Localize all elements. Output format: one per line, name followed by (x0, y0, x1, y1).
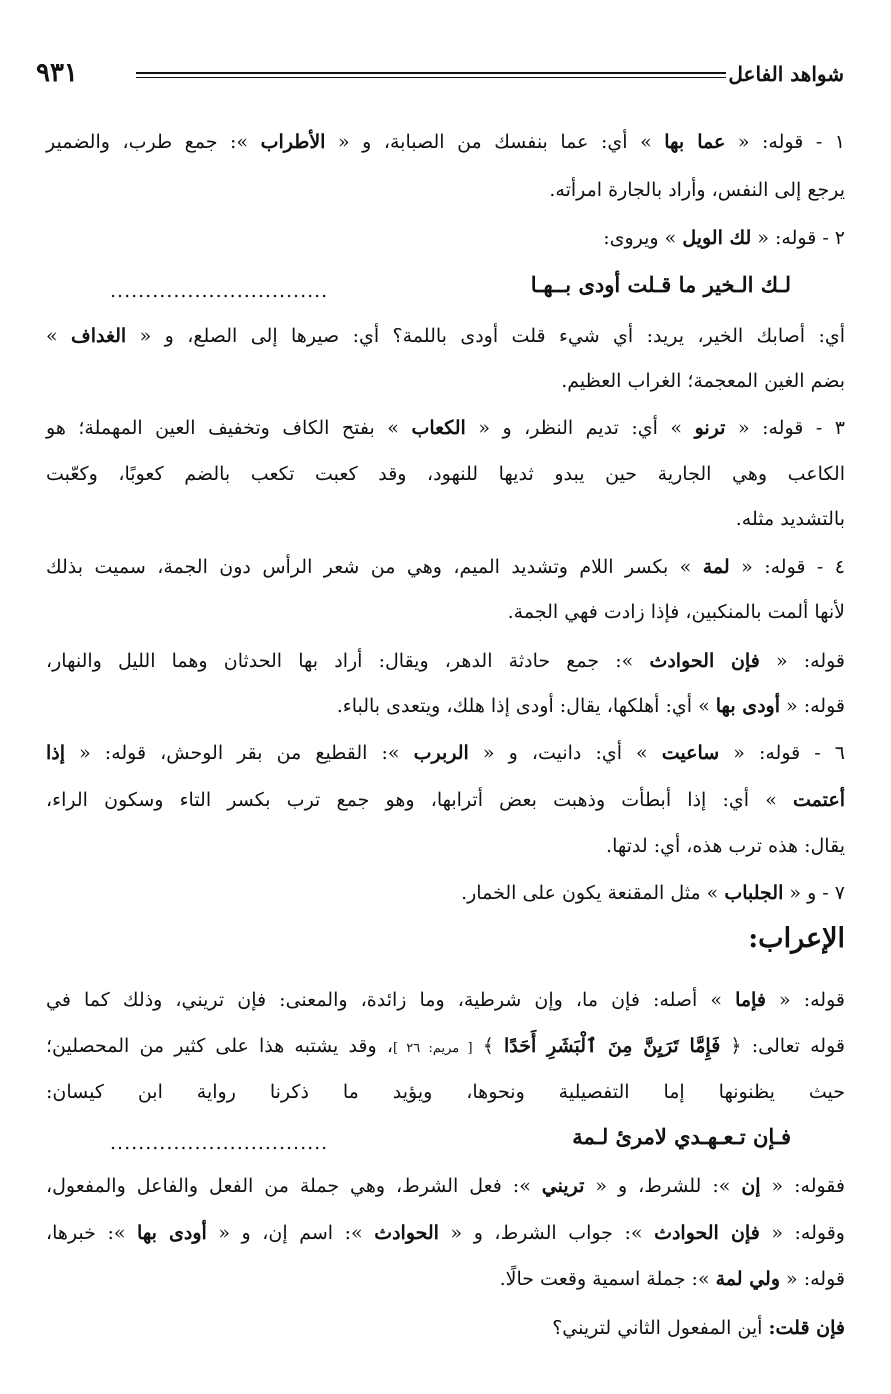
text-line: قوله: « أودى بها » أي: أهلكها، يقال: أودى إذا هلك، ويتعدى بالباء. (336, 695, 845, 717)
text-line: ٢ - قوله: « لك الويل » ويروى: (603, 227, 845, 249)
verse-hemistich: فـإن تـعـهـدي لامرئ لـمة (572, 1124, 791, 1149)
text-line: لأنها ألمت بالمنكبين، فإذا زادت فهي الجمة. (507, 601, 845, 623)
text-line: وقوله: « فإن الحوادث »: جواب الشرط، و « الحوادث »: اسم إن، و « أودى بها »: خبرها، (46, 1222, 845, 1244)
page-header (36, 56, 844, 96)
text-line: فإن قلت: أين المفعول الثاني لتريني؟ (552, 1317, 845, 1339)
text-line: بالتشديد مثله. (735, 508, 845, 530)
text-line: قوله: « فإن الحوادث »: جمع حادثة الدهر، ويقال: أراد بها الحدثان وهما الليل والنهار، (46, 650, 846, 672)
text-line: ٤ - قوله: « لمة » بكسر اللام وتشديد الميم، وهي من شعر الرأس دون الجمة، سميت بذلك (46, 556, 845, 578)
text-line: قوله تعالى: ﴿ فَإِمَّا تَرَيِنَّ مِنَ ٱلْبَشَرِ أَحَدًا ﴾ [ مريم: ٢٦ ]، وقد يشتبه هذا على كثير من المحصلين؛ (46, 1035, 845, 1057)
section-heading: الإعراب: (748, 923, 845, 954)
text-line: أي: أصابك الخير، يريد: أي شيء قلت أودى باللمة؟ أي: صيرها إلى الصلع، و « الغداف » (46, 325, 845, 347)
quran-verse: فَإِمَّا تَرَيِنَّ مِنَ ٱلْبَشَرِ أَحَدًا (504, 1035, 721, 1057)
text-line: يرجع إلى النفس، وأراد بالجارة امرأته. (549, 179, 845, 201)
text-line: أعتمت » أي: إذا أبطأت وذهبت بعض أترابها، وهو جمع ترب بكسر التاء وسكون الراء، (46, 789, 845, 811)
text-line: ٦ - قوله: « ساعيت » أي: دانيت، و « الربرب »: القطيع من بقر الوحش، قوله: « إذا (46, 742, 845, 764)
text-line: ٣ - قوله: « ترنو » أي: تديم النظر، و « الكعاب » بفتح الكاف وتخفيف العين المهملة؛ هو (46, 417, 845, 439)
text-line: بضم الغين المعجمة؛ الغراب العظيم. (561, 370, 845, 392)
running-title: شواهد الفاعل (728, 62, 844, 86)
text-line: يقال: هذه ترب هذه، أي: لدتها. (606, 835, 845, 857)
text-line: ١ - قوله: « عما بها » أي: عما بنفسك من الصبابة، و « الأطراب »: جمع طرب، والضمير (46, 131, 846, 153)
verse-ellipsis: ............................... (110, 1132, 329, 1154)
text-line: قوله: « فإما » أصله: فإن ما، وإن شرطية، وما زائدة، والمعنى: فإن تريني، وذلك كما في (46, 989, 845, 1011)
header-rule (136, 72, 726, 74)
text-line: ٧ - و « الجلباب » مثل المقنعة يكون على الخمار. (461, 882, 845, 904)
text-line: فقوله: « إن »: للشرط، و « تريني »: فعل الشرط، وهي جملة من الفعل والفاعل والمفعول، (46, 1175, 845, 1197)
text-line: الكاعب وهي الجارية حين يبدو ثديها للنهود، وقد كعبت تكعب بالضم كعوبًا، وكعّبت (46, 463, 845, 485)
verse-hemistich: لـك الـخير ما قـلت أودى بــهـا (530, 272, 791, 297)
quran-reference: [ مريم: ٢٦ ] (392, 1041, 473, 1056)
page-number: ٩٣١ (36, 58, 78, 88)
verse-ellipsis: ............................... (110, 280, 329, 302)
text-line: حيث يظنونها إما التفصيلية ونحوها، ويؤيد ما ذكرنا رواية ابن كيسان: (46, 1081, 845, 1103)
text-line: قوله: « ولي لمة »: جملة اسمية وقعت حالًا. (499, 1268, 845, 1290)
